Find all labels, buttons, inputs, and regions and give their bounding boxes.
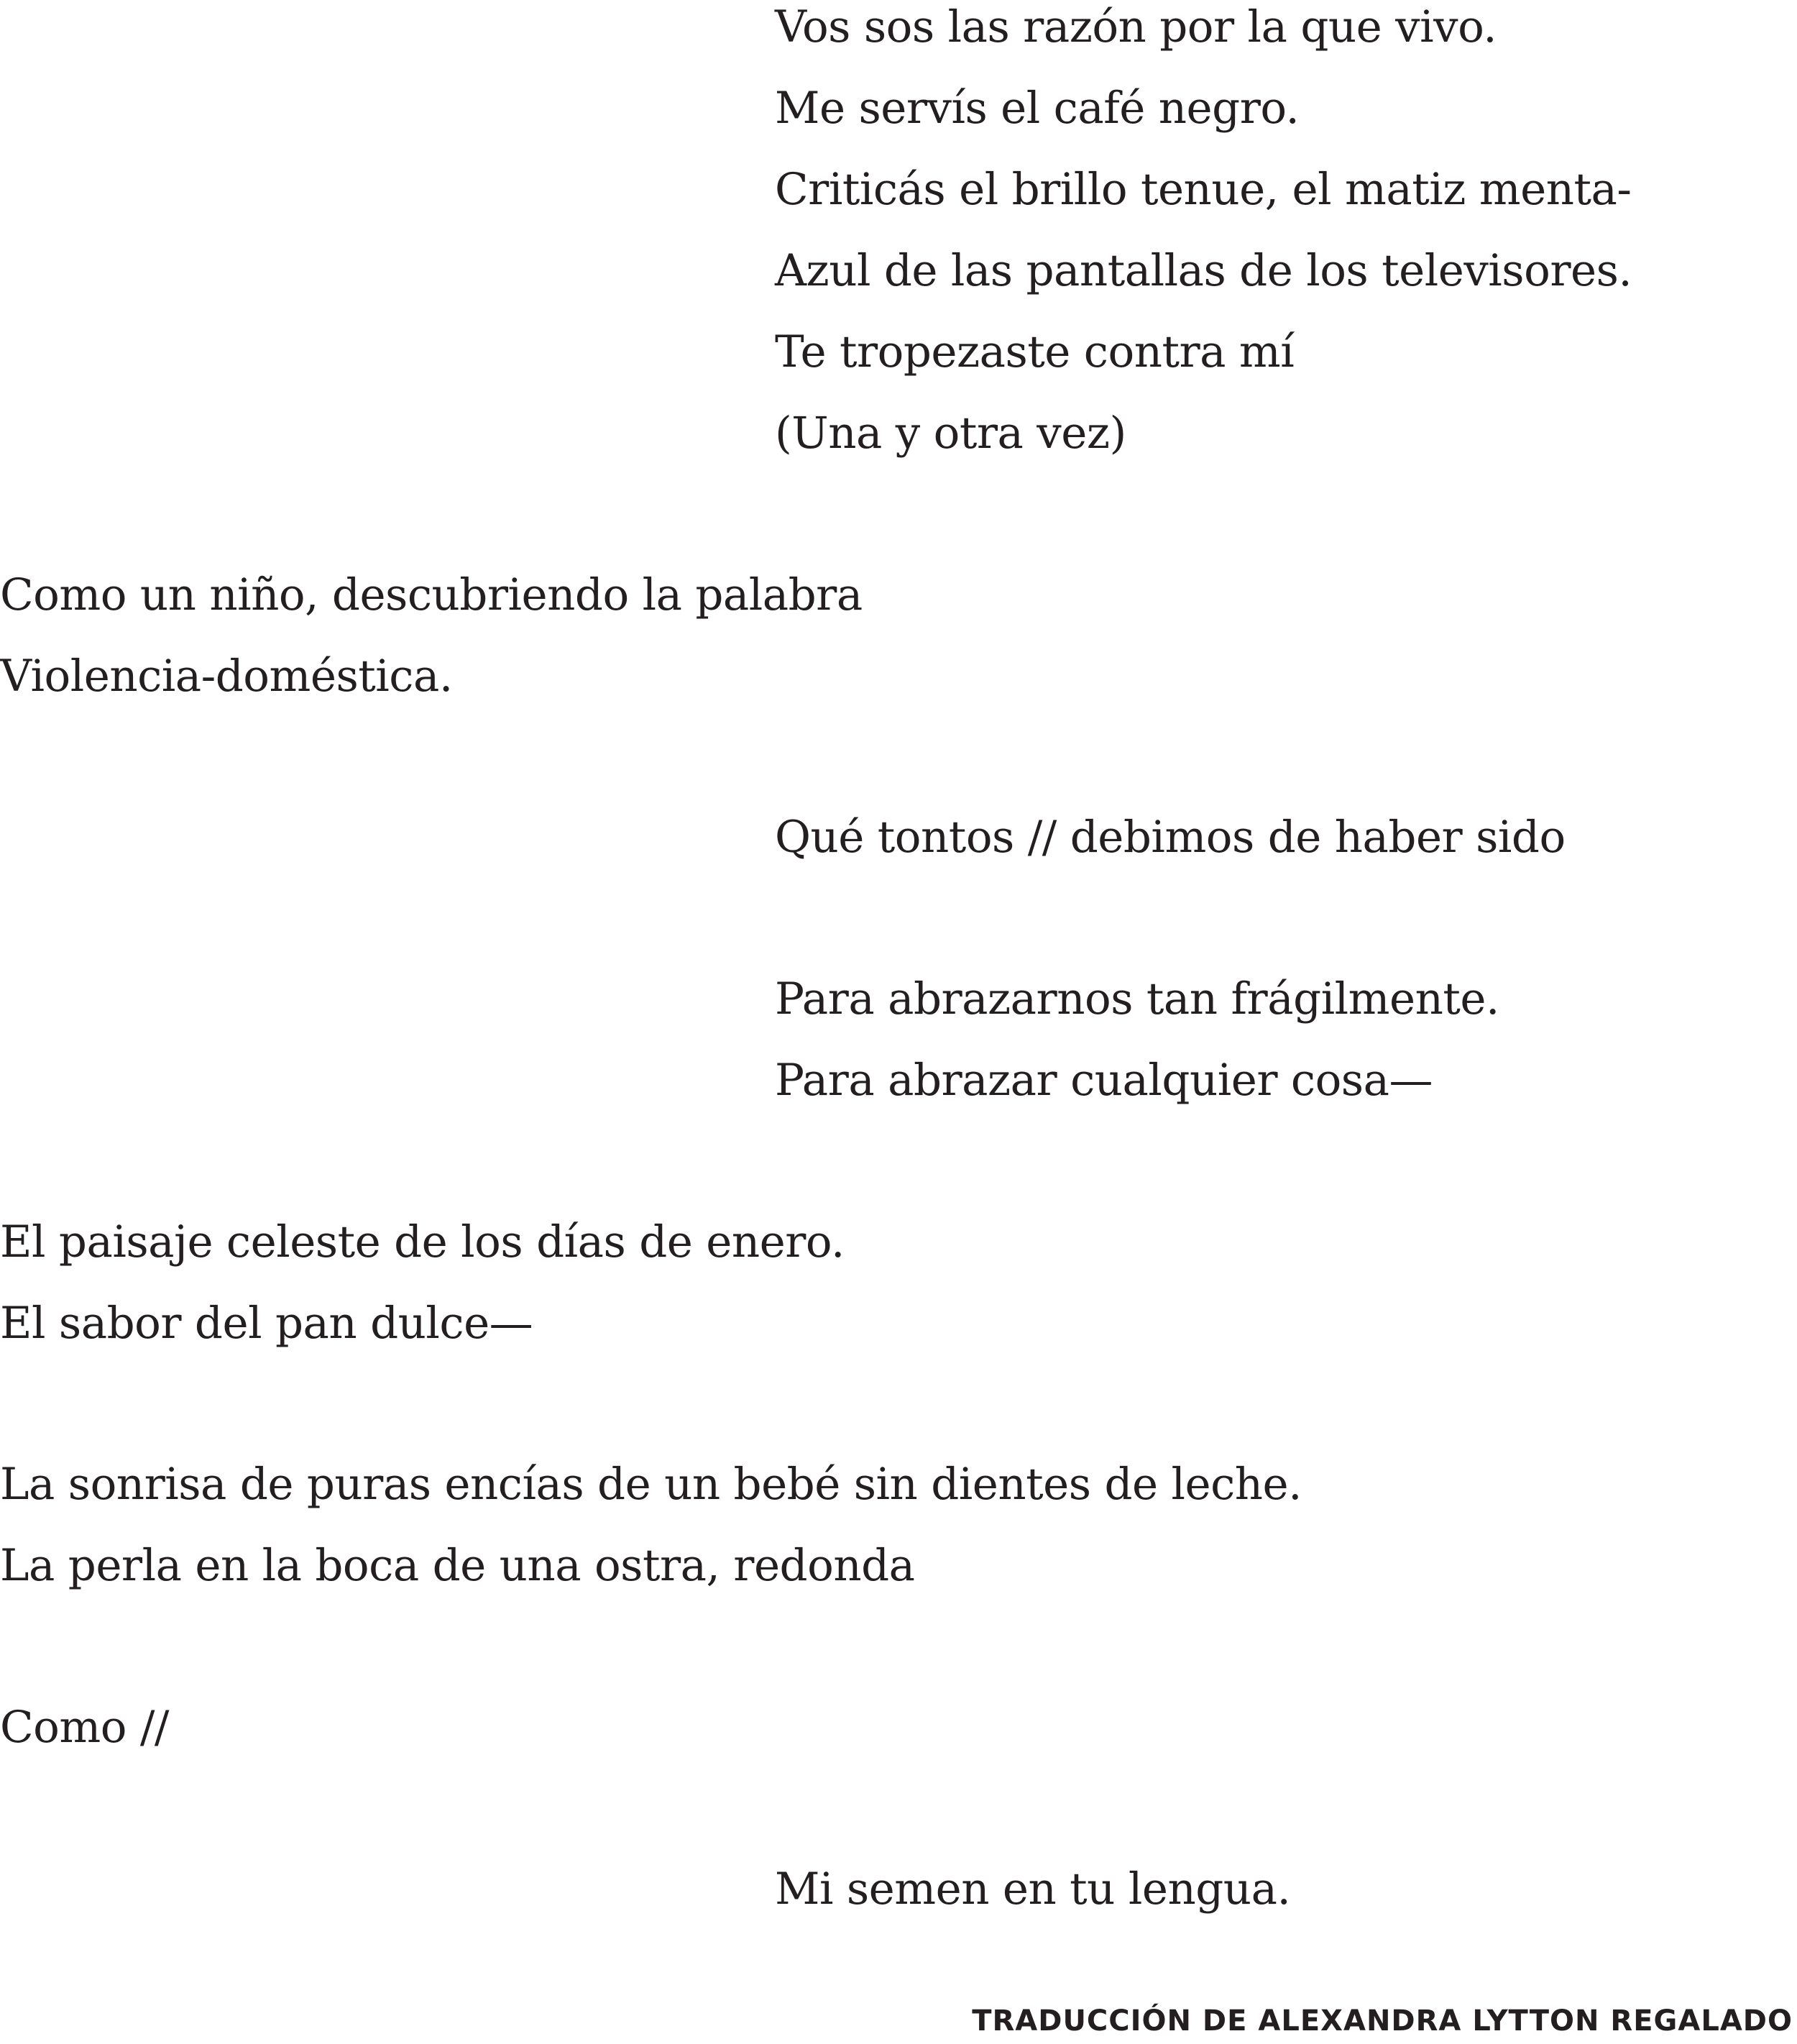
translation-credit: TRADUCCIÓN DE ALEXANDRA LYTTON REGALADO (972, 2004, 1793, 2038)
poem-line: Criticás el brillo tenue, el matiz menta- (775, 164, 1632, 215)
poem-line: (Una y otra vez) (775, 408, 1126, 459)
poem-line: Como un niño, descubriendo la palabra (0, 569, 863, 620)
poem-line: El sabor del pan dulce— (0, 1298, 533, 1349)
poem-line: Violencia-doméstica. (0, 651, 453, 702)
poem-line: Azul de las pantallas de los televisores. (775, 245, 1632, 296)
poem-line: Para abrazarnos tan frágilmente. (775, 973, 1499, 1025)
poem-line: Como // (0, 1702, 169, 1753)
poem-line: Vos sos las razón por la que vivo. (775, 1, 1497, 52)
poem-line: La sonrisa de puras encías de un bebé sin dientes de leche. (0, 1459, 1302, 1510)
poem-line: Qué tontos // debimos de haber sido (775, 812, 1566, 863)
poem-line: Para abrazar cualquier cosa— (775, 1055, 1433, 1106)
poem-line: El paisaje celeste de los días de enero. (0, 1216, 845, 1268)
poem-line: Mi semen en tu lengua. (775, 1864, 1291, 1915)
poem-line: Te tropezaste contra mí (775, 326, 1295, 377)
poem-line: Me servís el café negro. (775, 83, 1300, 134)
poem-line: La perla en la boca de una ostra, redonda (0, 1540, 915, 1591)
